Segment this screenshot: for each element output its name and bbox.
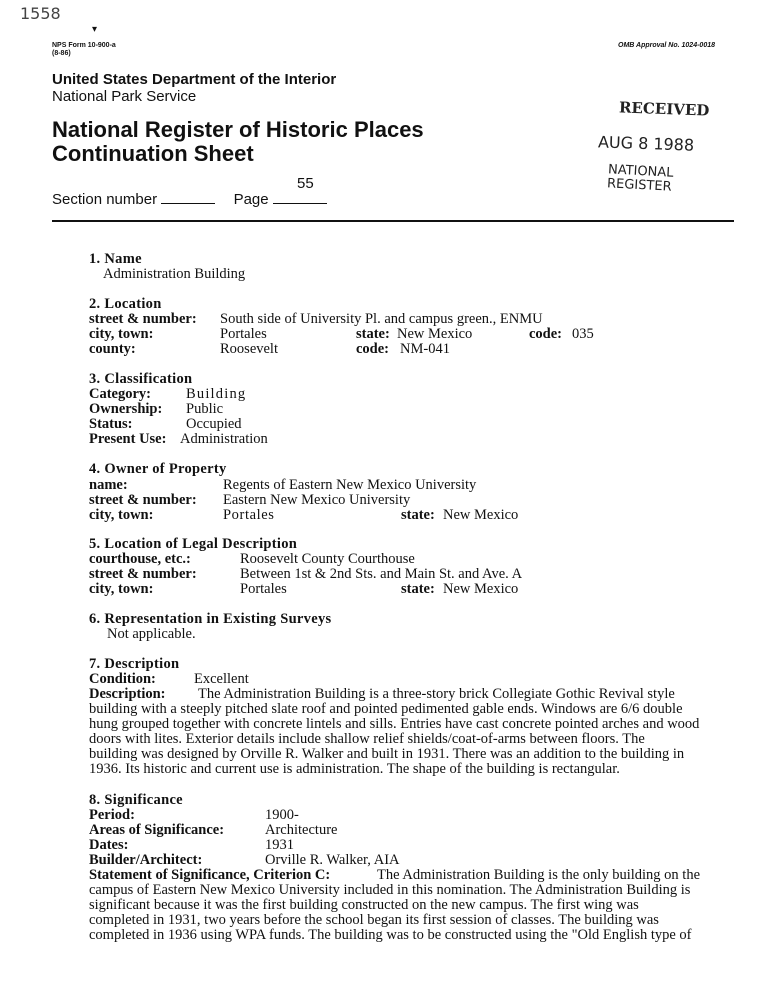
county-code-value: NM-041 [400,341,450,357]
owner-street-label: street & number: [89,492,197,508]
county-value: Roosevelt [220,341,278,357]
street-value: South side of University Pl. and campus green., ENMU [220,311,543,327]
ownership-value: Public [186,401,224,417]
condition-label: Condition: [89,671,156,687]
ownership-label: Ownership: [89,401,163,417]
condition-value: Excellent [194,671,249,687]
section-6-heading: 6. Representation in Existing Surveys [89,611,332,627]
description-line: hung grouped together with concrete lintels and sills. Entries have cast concrete pointed arches and wood [89,716,700,732]
handwritten-number: 1558 [20,4,61,23]
category-value: Building [186,386,247,402]
page-subtitle: Continuation Sheet [52,141,254,166]
city-value: Portales [220,326,267,342]
section-1-heading: 1. Name [89,251,142,267]
description-line: 1936. Its historic and current use is administration. The shape of the building is rectangular. [89,761,620,777]
received-stamp: RECEIVED [618,98,710,120]
section-number-line [52,191,327,208]
section-8-heading: 8. Significance [89,792,183,808]
section-6-value: Not applicable. [107,626,196,642]
legal-state-value: New Mexico [443,581,519,597]
owner-city-label: city, town: [89,507,154,523]
owner-name-label: name: [89,477,128,493]
present-use-value: Administration [180,431,268,447]
builder-label: Builder/Architect: [89,852,203,868]
builder-value: Orville R. Walker, AIA [265,852,400,868]
description-line: building with a steeply pitched slate roof and pointed pedimented gable ends. Windows are 6/6 double [89,701,683,717]
section-1-value: Administration Building [103,266,246,282]
code-label: code: [529,326,563,342]
corner-mark-icon: ▾ [92,24,98,35]
county-label: county: [89,341,136,357]
county-code-label: code: [356,341,390,357]
dates-value: 1931 [265,837,294,853]
state-value: New Mexico [397,326,473,342]
form-number: NPS Form 10-900-a [52,42,116,49]
section-number-label: Section number [52,191,158,208]
statement-line: significant because it was the first building constructed on the new campus. The first wing was [89,897,639,913]
service-name: National Park Service [52,88,197,105]
page-number-value: 55 [297,175,314,192]
omb-approval: OMB Approval No. 1024-0018 [618,42,715,49]
period-label: Period: [89,807,135,823]
section-7-heading: 7. Description [89,656,180,672]
category-label: Category: [89,386,152,402]
page-blank [273,191,327,204]
statement-line: campus of Eastern New Mexico University included in this nomination. The Administration Building is [89,882,691,898]
owner-name-value: Regents of Eastern New Mexico University [223,477,477,493]
present-use-label: Present Use: [89,431,167,447]
street-label: street & number: [89,311,197,327]
legal-city-label: city, town: [89,581,154,597]
areas-value: Architecture [265,822,338,838]
owner-street-value: Eastern New Mexico University [223,492,411,508]
legal-state-label: state: [401,581,435,597]
description-line: The Administration Building is a three-story brick Collegiate Gothic Revival style [198,686,675,702]
section-number-blank [161,191,215,204]
city-label: city, town: [89,326,154,342]
stamp-date: AUG 8 1988 [597,132,695,155]
stamp-register: REGISTER [606,176,672,195]
areas-label: Areas of Significance: [89,822,225,838]
legal-city-value: Portales [240,581,287,597]
section-2-heading: 2. Location [89,296,162,312]
description-line: building was designed by Orville R. Walker and built in 1931. There was an addition to the building in [89,746,685,762]
legal-street-value: Between 1st & 2nd Sts. and Main St. and Ave. A [240,566,523,582]
description-label: Description: [89,686,166,702]
status-value: Occupied [186,416,242,432]
courthouse-label: courthouse, etc.: [89,551,191,567]
section-3-heading: 3. Classification [89,371,193,387]
state-label: state: [356,326,390,342]
courthouse-value: Roosevelt County Courthouse [240,551,415,567]
page-title: National Register of Historic Places [52,117,424,142]
form-date: (8-86) [52,50,71,57]
statement-line: completed in 1936 using WPA funds. The building was to be constructed using the "Old English type of [89,927,692,943]
header-rule [52,220,734,222]
section-5-heading: 5. Location of Legal Description [89,536,298,552]
statement-line: The Administration Building is the only building on the [377,867,701,883]
statement-line: completed in 1931, two years before the school began its first session of classes. The building was [89,912,659,928]
owner-state-value: New Mexico [443,507,519,523]
section-4-heading: 4. Owner of Property [89,461,227,477]
page-label: Page [233,191,269,208]
agency-name: United States Department of the Interior [52,71,337,88]
description-line: doors with lites. Exterior details include shallow relief shields/coat-of-arms between floors. The [89,731,645,747]
stamp-national: NATIONAL [607,162,674,181]
owner-city-value: Portales [223,507,275,523]
dates-label: Dates: [89,837,129,853]
statement-label: Statement of Significance, Criterion C: [89,867,331,883]
status-label: Status: [89,416,133,432]
period-value: 1900- [265,807,299,823]
legal-street-label: street & number: [89,566,197,582]
code-value: 035 [572,326,594,342]
owner-state-label: state: [401,507,435,523]
